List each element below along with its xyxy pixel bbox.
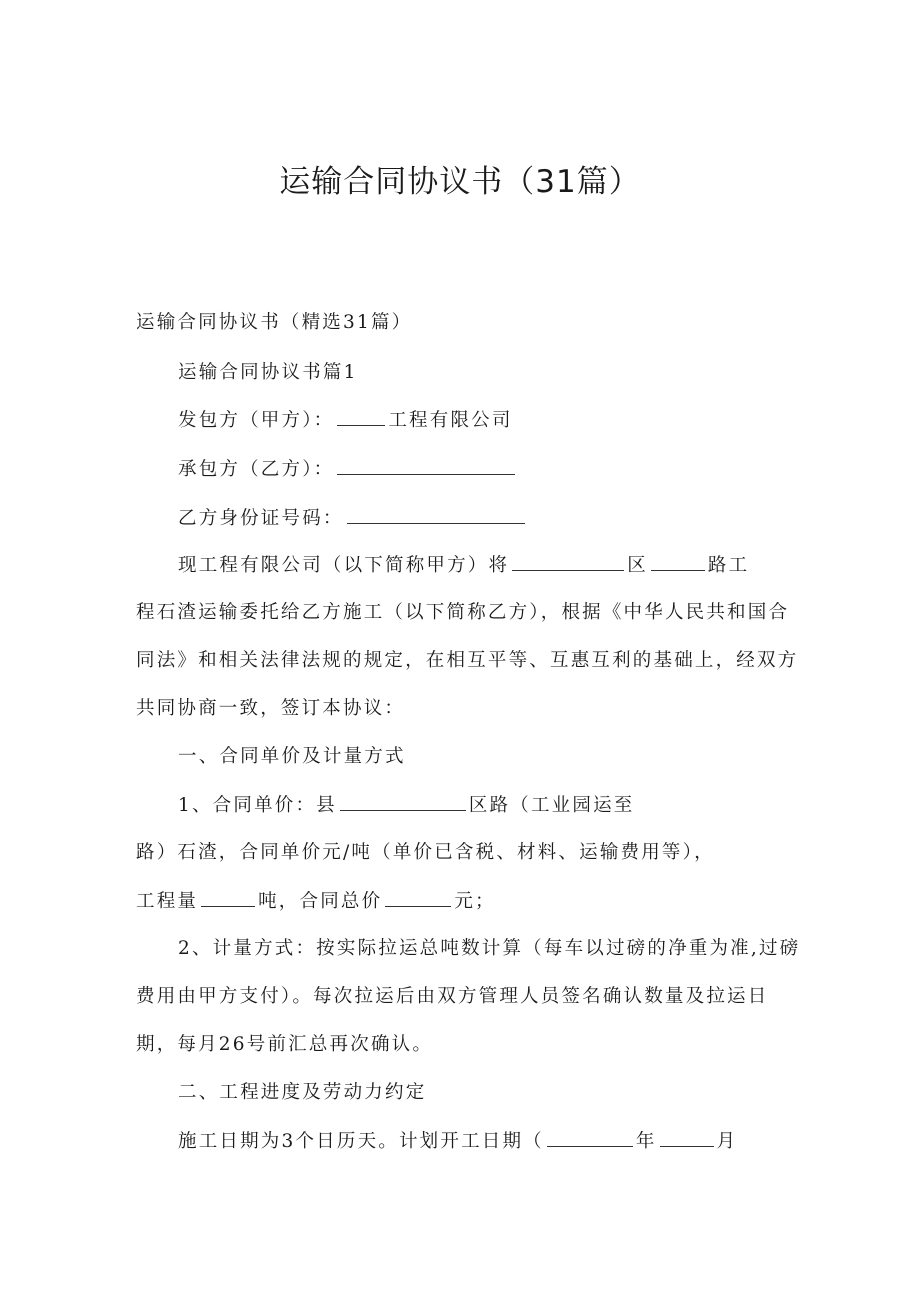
item1-text-2: 区路（工业园运至 [468, 795, 635, 816]
road-blank [651, 550, 705, 571]
section-heading: 运输合同协议书篇1 [178, 362, 358, 383]
total-price-blank [385, 886, 451, 907]
quantity-label: 工程量 [136, 891, 199, 912]
party-b-id-blank [347, 503, 525, 524]
intro-text-1: 现工程有限公司（以下简称甲方）将 [178, 555, 510, 576]
intro-text-3: 路工 [707, 555, 750, 576]
document-subtitle: 运输合同协议书（精选31篇） [136, 312, 413, 333]
item2-line-2: 费用由甲方支付）。每次拉运后由双方管理人员签名确认数量及拉运日 [136, 986, 769, 1007]
intro-line-1 [178, 550, 749, 581]
intro-line-4: 共同协商一致，签订本协议： [136, 698, 406, 719]
party-a-line [178, 405, 513, 436]
schedule-line [178, 1126, 737, 1157]
year-blank [547, 1126, 633, 1147]
intro-line-3: 同法》和相关法律法规的规定，在相互平等、互惠互利的基础上，经双方 [136, 650, 799, 671]
month-blank [660, 1126, 714, 1147]
item1-line-3 [136, 886, 496, 917]
party-b-line [178, 454, 518, 485]
party-a-blank [337, 405, 385, 426]
heading-1: 一、合同单价及计量方式 [178, 746, 406, 767]
party-a-suffix: 工程有限公司 [388, 410, 513, 431]
county-blank [340, 790, 466, 811]
party-b-id-line [178, 503, 528, 534]
party-b-blank [337, 454, 515, 475]
item1-line-2: 路）石渣，合同单价元/吨（单价已含税、材料、运输费用等）， [136, 842, 715, 863]
intro-text-2: 区 [627, 555, 648, 576]
intro-line-2: 程石渣运输委托给乙方施工（以下简称乙方），根据《中华人民共和国合 [136, 602, 790, 623]
item2-line-3: 期，每月26号前汇总再次确认。 [136, 1034, 434, 1055]
month-label: 月 [716, 1131, 738, 1152]
item2-line-1: 2、计量方式：按实际拉运总吨数计算（每车以过磅的净重为准,过磅 [178, 938, 801, 959]
total-price-label: 吨，合同总价 [258, 891, 383, 912]
year-label: 年 [635, 1131, 657, 1152]
item1-line-1 [178, 790, 634, 821]
party-b-id-label: 乙方身份证号码： [178, 508, 344, 529]
heading-2: 二、工程进度及劳动力约定 [178, 1082, 427, 1103]
district-blank [512, 550, 624, 571]
yuan-suffix: 元； [454, 891, 496, 912]
item1-text-1: 1、合同单价：县 [178, 795, 337, 816]
document-title: 运输合同协议书（31篇） [279, 164, 641, 200]
schedule-text-1: 施工日期为3个日历天。计划开工日期（ [178, 1131, 544, 1152]
party-b-label: 承包方（乙方）： [178, 459, 335, 480]
quantity-blank [201, 886, 255, 907]
party-a-label: 发包方（甲方）： [178, 410, 335, 431]
